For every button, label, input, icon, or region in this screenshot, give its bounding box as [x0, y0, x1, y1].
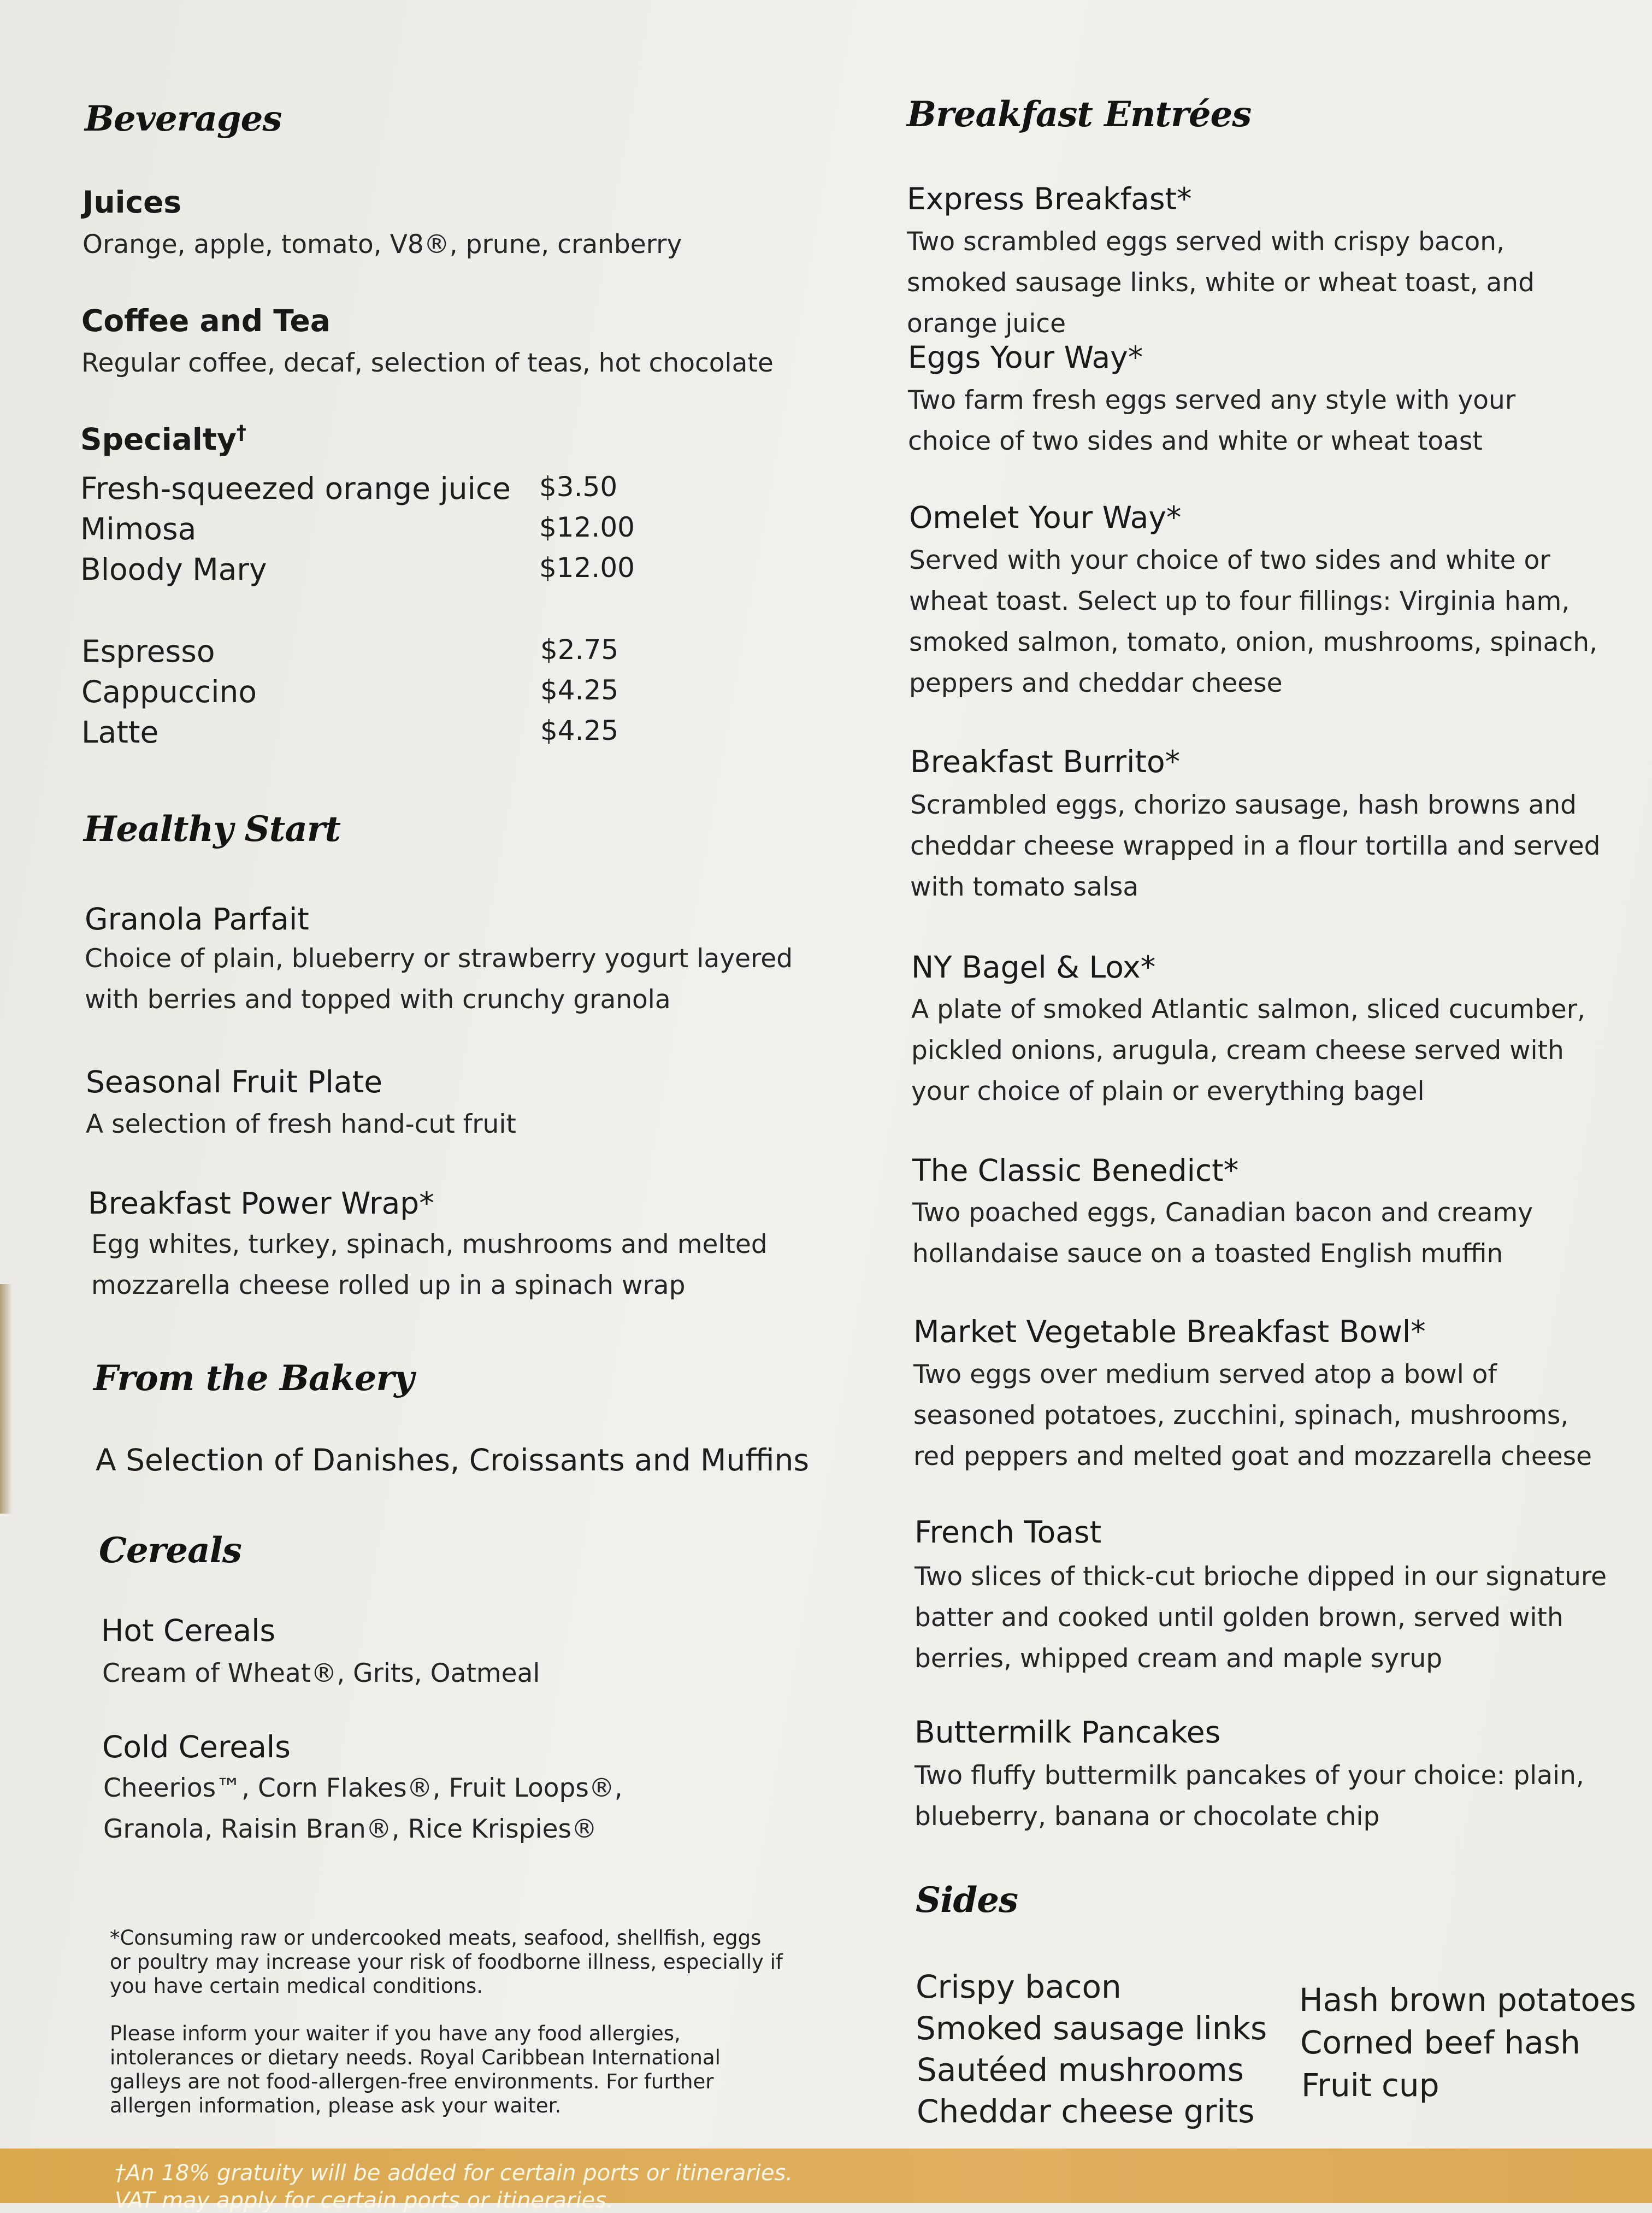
burrito-desc: Scrambled eggs, chorizo sausage, hash browns and cheddar cheese wrapped in a flour tortilla and served with tomato salsa — [910, 790, 1601, 902]
sides-heading: Sides — [916, 1880, 1018, 1921]
juices-desc: Orange, apple, tomato, V8®, prune, cranberry — [82, 229, 682, 260]
specialty-dagger: † — [236, 421, 246, 444]
specialty-item-name: Latte — [81, 715, 159, 750]
side-item: Sautéed mushrooms — [917, 2051, 1244, 2088]
cold-cereals-desc: Cheerios™, Corn Flakes®, Fruit Loops®, Granola, Raisin Bran®, Rice Krispies® — [103, 1773, 623, 1844]
fruit-plate-desc: A selection of fresh hand-cut fruit — [86, 1109, 516, 1139]
granola-parfait-desc: Choice of plain, blueberry or strawberry yogurt layered with berries and topped with crunchy granola — [85, 944, 793, 1015]
specialty-title-text: Specialty — [80, 422, 237, 457]
specialty-title — [80, 422, 246, 457]
eggs-your-way-desc: Two farm fresh eggs served any style with your choice of two sides and white or wheat toast — [908, 385, 1516, 456]
omelet-title: Omelet Your Way* — [909, 500, 1182, 535]
coffee-desc: Regular coffee, decaf, selection of teas, hot chocolate — [81, 348, 774, 378]
coffee-title: Coffee and Tea — [81, 303, 331, 338]
side-item: Corned beef hash — [1300, 2024, 1580, 2061]
benedict-title: The Classic Benedict* — [912, 1153, 1239, 1188]
specialty-item-name: Bloody Mary — [80, 552, 267, 587]
side-item: Hash brown potatoes — [1299, 1981, 1636, 2018]
granola-parfait-title: Granola Parfait — [85, 902, 309, 937]
eggs-your-way-title: Eggs Your Way* — [908, 340, 1143, 375]
vegetable-bowl-desc: Two eggs over medium served atop a bowl of seasoned potatoes, zucchini, spinach, mushrooms, red peppers and melted goat and mozzarella cheese — [913, 1359, 1592, 1472]
beverages-heading: Beverages — [85, 98, 282, 139]
specialty-item-price: $3.50 — [539, 471, 618, 503]
side-item: Cheddar cheese grits — [917, 2093, 1255, 2130]
hot-cereals-title: Hot Cereals — [101, 1613, 276, 1648]
side-item: Fruit cup — [1301, 2067, 1439, 2104]
vat-note: VAT may apply for certain ports or itineraries. — [115, 2188, 613, 2213]
french-toast-desc: Two slices of thick-cut brioche dipped in our signature batter and cooked until golden brown, served with berries, whipped cream and maple syrup — [914, 1562, 1607, 1674]
specialty-item — [81, 674, 737, 709]
specialty-item-name: Fresh-squeezed orange juice — [80, 471, 511, 506]
burrito-title: Breakfast Burrito* — [910, 744, 1181, 779]
specialty-item — [80, 471, 736, 506]
specialty-item-price: $4.25 — [540, 715, 619, 746]
footer-band — [0, 2149, 1652, 2213]
vegetable-bowl-title: Market Vegetable Breakfast Bowl* — [913, 1314, 1426, 1349]
benedict-desc: Two poached eggs, Canadian bacon and creamy hollandaise sauce on a toasted English muffin — [912, 1198, 1533, 1269]
side-item: Smoked sausage links — [916, 2010, 1267, 2047]
specialty-item-price: $2.75 — [540, 634, 619, 666]
specialty-item — [81, 634, 737, 669]
bakery-text: A Selection of Danishes, Croissants and Muffins — [96, 1443, 809, 1478]
power-wrap-desc: Egg whites, turkey, spinach, mushrooms and melted mozzarella cheese rolled up in a spinach wrap — [91, 1229, 768, 1300]
specialty-item-price: $4.25 — [540, 674, 619, 706]
omelet-desc: Served with your choice of two sides and white or wheat toast. Select up to four fillings: Virginia ham, smoked salmon, tomato, onion, mushrooms, spinach, peppers and cheddar cheese — [909, 545, 1598, 698]
power-wrap-title: Breakfast Power Wrap* — [88, 1186, 434, 1221]
pancakes-desc: Two fluffy buttermilk pancakes of your choice: plain, blueberry, banana or chocolate chip — [914, 1761, 1584, 1832]
entrees-heading: Breakfast Entrées — [907, 94, 1252, 135]
specialty-item — [80, 511, 736, 546]
cereals-heading: Cereals — [99, 1530, 241, 1571]
page-edge-shadow — [0, 1284, 12, 1514]
hot-cereals-desc: Cream of Wheat®, Grits, Oatmeal — [102, 1658, 540, 1688]
french-toast-title: French Toast — [914, 1515, 1102, 1550]
healthy-start-heading: Healthy Start — [84, 809, 341, 850]
specialty-item-name: Cappuccino — [81, 674, 257, 709]
cold-cereals-title: Cold Cereals — [102, 1729, 291, 1764]
side-item: Crispy bacon — [916, 1968, 1122, 2005]
fruit-plate-title: Seasonal Fruit Plate — [86, 1064, 383, 1099]
bagel-lox-desc: A plate of smoked Atlantic salmon, sliced cucumber, pickled onions, arugula, cream cheese served with your choice of plain or everything bagel — [911, 994, 1585, 1106]
raw-food-footnote: *Consuming raw or undercooked meats, seafood, shellfish, eggs or poultry may increase your risk of foodborne illness, especially if you have certain medical conditions. — [110, 1926, 783, 1998]
specialty-item-price: $12.00 — [539, 511, 635, 543]
specialty-item-name: Mimosa — [80, 511, 197, 546]
specialty-item-name: Espresso — [81, 634, 215, 669]
bakery-heading: From the Bakery — [93, 1358, 414, 1399]
express-breakfast-title: Express Breakfast* — [907, 181, 1192, 216]
specialty-item — [80, 552, 736, 587]
gratuity-note: †An 18% gratuity will be added for certain ports or itineraries. — [115, 2161, 793, 2186]
specialty-item-price: $12.00 — [539, 552, 635, 584]
express-breakfast-desc: Two scrambled eggs served with crispy bacon, smoked sausage links, white or wheat toast, and orange juice — [907, 227, 1535, 339]
specialty-item — [81, 715, 737, 750]
juices-title: Juices — [82, 185, 182, 220]
allergy-footnote: Please inform your waiter if you have any food allergies, intolerances or dietary needs. Royal Caribbean International galleys are not food-allergen-free environments. For further allergen information, please ask your waiter. — [110, 2022, 721, 2117]
pancakes-title: Buttermilk Pancakes — [914, 1715, 1221, 1750]
bagel-lox-title: NY Bagel & Lox* — [911, 950, 1156, 985]
